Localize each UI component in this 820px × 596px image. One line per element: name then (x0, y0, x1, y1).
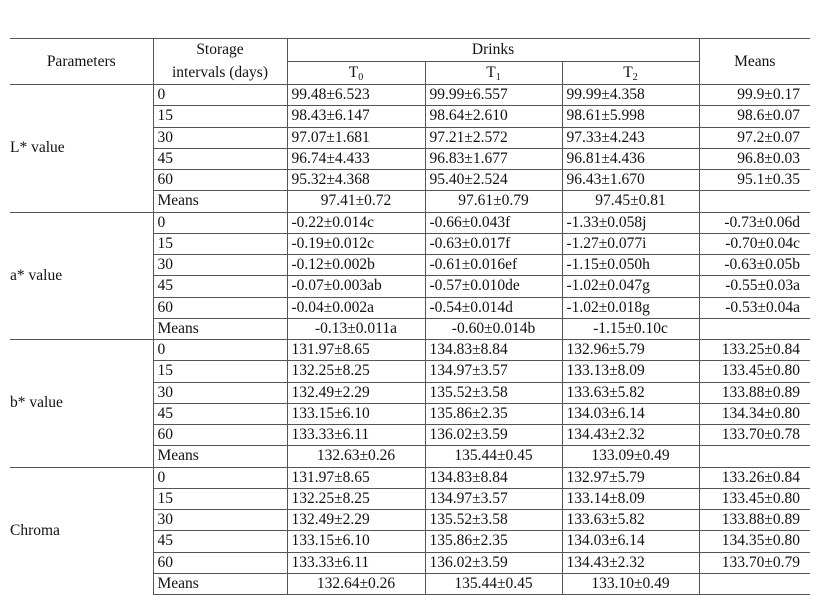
interval-cell: Means (153, 446, 287, 467)
t0-cell: 133.15±6.10 (287, 403, 425, 424)
t2-cell: 133.10±0.49 (562, 573, 699, 594)
t0-cell: 133.15±6.10 (287, 531, 425, 552)
t2-cell: 96.43±1.670 (562, 170, 699, 191)
t2-cell: 134.03±6.14 (562, 531, 699, 552)
t0-cell: 132.63±0.26 (287, 446, 425, 467)
t0-cell: 133.33±6.11 (287, 425, 425, 446)
t1-cell: 96.83±1.677 (425, 148, 562, 169)
t2-cell: -1.27±0.077i (562, 233, 699, 254)
t0-cell: 132.64±0.26 (287, 573, 425, 594)
interval-cell: Means (153, 573, 287, 594)
mean-cell: -0.73±0.06d (699, 212, 810, 233)
mean-cell: 133.88±0.89 (699, 510, 810, 531)
t1-cell: 135.44±0.45 (425, 573, 562, 594)
interval-cell: 45 (153, 531, 287, 552)
t2-cell: 134.03±6.14 (562, 403, 699, 424)
interval-cell: 15 (153, 233, 287, 254)
interval-cell: 60 (153, 297, 287, 318)
parameter-label: a* value (10, 212, 153, 340)
t0-cell: 98.43±6.147 (287, 106, 425, 127)
mean-cell: 133.25±0.84 (699, 340, 810, 361)
header-storage: Storage (153, 39, 287, 62)
t2-cell: 97.45±0.81 (562, 191, 699, 212)
results-table (10, 38, 810, 595)
t0-cell: 132.49±2.29 (287, 382, 425, 403)
t1-cell: 134.83±8.84 (425, 340, 562, 361)
t1-cell: -0.54±0.014d (425, 297, 562, 318)
interval-cell: 0 (153, 85, 287, 106)
t0-cell: 95.32±4.368 (287, 170, 425, 191)
mean-cell: 99.9±0.17 (699, 85, 810, 106)
header-intervals: intervals (days) (153, 62, 287, 85)
table-row (10, 467, 810, 488)
t0-cell: 132.49±2.29 (287, 510, 425, 531)
t2-cell: 133.14±8.09 (562, 488, 699, 509)
t2-cell: 97.33±4.243 (562, 127, 699, 148)
t2-cell: -1.15±0.050h (562, 255, 699, 276)
interval-cell: 0 (153, 340, 287, 361)
table-row (10, 212, 810, 233)
mean-cell: 133.70±0.78 (699, 425, 810, 446)
parameter-label: b* value (10, 340, 153, 468)
mean-cell: 96.8±0.03 (699, 148, 810, 169)
t1-cell: 97.61±0.79 (425, 191, 562, 212)
t0-cell: 97.07±1.681 (287, 127, 425, 148)
t1-cell: 135.86±2.35 (425, 403, 562, 424)
mean-cell (699, 573, 810, 594)
t1-cell: -0.60±0.014b (425, 318, 562, 339)
t1-cell: 95.40±2.524 (425, 170, 562, 191)
t1-cell: 134.97±3.57 (425, 488, 562, 509)
t2-cell: 96.81±4.436 (562, 148, 699, 169)
t0-cell: -0.13±0.011a (287, 318, 425, 339)
t2-cell: 133.09±0.49 (562, 446, 699, 467)
interval-cell: 15 (153, 106, 287, 127)
mean-cell: 98.6±0.07 (699, 106, 810, 127)
t1-cell: 99.99±6.557 (425, 85, 562, 106)
interval-cell: 60 (153, 170, 287, 191)
mean-cell: 133.45±0.80 (699, 488, 810, 509)
interval-cell: 30 (153, 127, 287, 148)
t2-cell: 132.97±5.79 (562, 467, 699, 488)
interval-cell: 30 (153, 510, 287, 531)
t0-cell: 99.48±6.523 (287, 85, 425, 106)
interval-cell: 15 (153, 361, 287, 382)
table-row (10, 85, 810, 106)
t1-cell: -0.63±0.017f (425, 233, 562, 254)
t0-cell: 132.25±8.25 (287, 488, 425, 509)
mean-cell: 133.70±0.79 (699, 552, 810, 573)
t0-cell: -0.22±0.014c (287, 212, 425, 233)
t2-cell: 133.63±5.82 (562, 510, 699, 531)
interval-cell: 45 (153, 403, 287, 424)
interval-cell: Means (153, 191, 287, 212)
mean-cell (699, 318, 810, 339)
interval-cell: 30 (153, 382, 287, 403)
t2-cell: 134.43±2.32 (562, 552, 699, 573)
t0-cell: -0.07±0.003ab (287, 276, 425, 297)
header-drinks: Drinks (287, 39, 699, 62)
interval-cell: Means (153, 318, 287, 339)
mean-cell: -0.63±0.05b (699, 255, 810, 276)
interval-cell: 60 (153, 425, 287, 446)
t2-cell: 132.96±5.79 (562, 340, 699, 361)
t1-cell: 135.86±2.35 (425, 531, 562, 552)
interval-cell: 0 (153, 467, 287, 488)
mean-cell: 95.1±0.35 (699, 170, 810, 191)
t2-cell: -1.02±0.018g (562, 297, 699, 318)
mean-cell: 134.35±0.80 (699, 531, 810, 552)
t1-cell: 135.44±0.45 (425, 446, 562, 467)
table-header (10, 39, 810, 85)
t0-cell: 131.97±8.65 (287, 467, 425, 488)
table-body (10, 85, 810, 595)
t0-cell: 97.41±0.72 (287, 191, 425, 212)
parameter-label: L* value (10, 139, 65, 157)
mean-cell: 134.34±0.80 (699, 403, 810, 424)
mean-cell: 97.2±0.07 (699, 127, 810, 148)
mean-cell (699, 191, 810, 212)
mean-cell: -0.70±0.04c (699, 233, 810, 254)
t2-cell: 99.99±4.358 (562, 85, 699, 106)
mean-cell: 133.26±0.84 (699, 467, 810, 488)
header-t0: $T_0$ (287, 62, 425, 85)
t1-cell: 135.52±3.58 (425, 510, 562, 531)
t0-cell: 96.74±4.433 (287, 148, 425, 169)
mean-cell (699, 446, 810, 467)
mean-cell: 133.88±0.89 (699, 382, 810, 403)
interval-cell: 0 (153, 212, 287, 233)
t0-cell: -0.19±0.012c (287, 233, 425, 254)
t2-cell: -1.33±0.058j (562, 212, 699, 233)
mean-cell: -0.53±0.04a (699, 297, 810, 318)
t1-cell: 134.97±3.57 (425, 361, 562, 382)
mean-cell: 133.45±0.80 (699, 361, 810, 382)
t0-cell: 132.25±8.25 (287, 361, 425, 382)
header-parameters: Parameters (10, 39, 153, 85)
t1-cell: 98.64±2.610 (425, 106, 562, 127)
mean-cell: -0.55±0.03a (699, 276, 810, 297)
interval-cell: 30 (153, 255, 287, 276)
t0-cell: -0.04±0.002a (287, 297, 425, 318)
t2-cell: -1.15±0.10c (562, 318, 699, 339)
t1-cell: 136.02±3.59 (425, 552, 562, 573)
t0-cell: 133.33±6.11 (287, 552, 425, 573)
t1-cell: -0.66±0.043f (425, 212, 562, 233)
t2-cell: 133.13±8.09 (562, 361, 699, 382)
t0-cell: -0.12±0.002b (287, 255, 425, 276)
header-t1: $T_1$ (425, 62, 562, 85)
interval-cell: 15 (153, 488, 287, 509)
t1-cell: -0.57±0.010de (425, 276, 562, 297)
t1-cell: 136.02±3.59 (425, 425, 562, 446)
header-t2: $T_2$ (562, 62, 699, 85)
t2-cell: 133.63±5.82 (562, 382, 699, 403)
t2-cell: 98.61±5.998 (562, 106, 699, 127)
t2-cell: 134.43±2.32 (562, 425, 699, 446)
t2-cell: -1.02±0.047g (562, 276, 699, 297)
t1-cell: 135.52±3.58 (425, 382, 562, 403)
t1-cell: 134.83±8.84 (425, 467, 562, 488)
t1-cell: -0.61±0.016ef (425, 255, 562, 276)
t0-cell: 131.97±8.65 (287, 340, 425, 361)
interval-cell: 45 (153, 276, 287, 297)
parameter-label: Chroma (10, 467, 153, 595)
interval-cell: 60 (153, 552, 287, 573)
table-row (10, 340, 810, 361)
t1-cell: 97.21±2.572 (425, 127, 562, 148)
interval-cell: 45 (153, 148, 287, 169)
header-means: Means (699, 39, 810, 85)
